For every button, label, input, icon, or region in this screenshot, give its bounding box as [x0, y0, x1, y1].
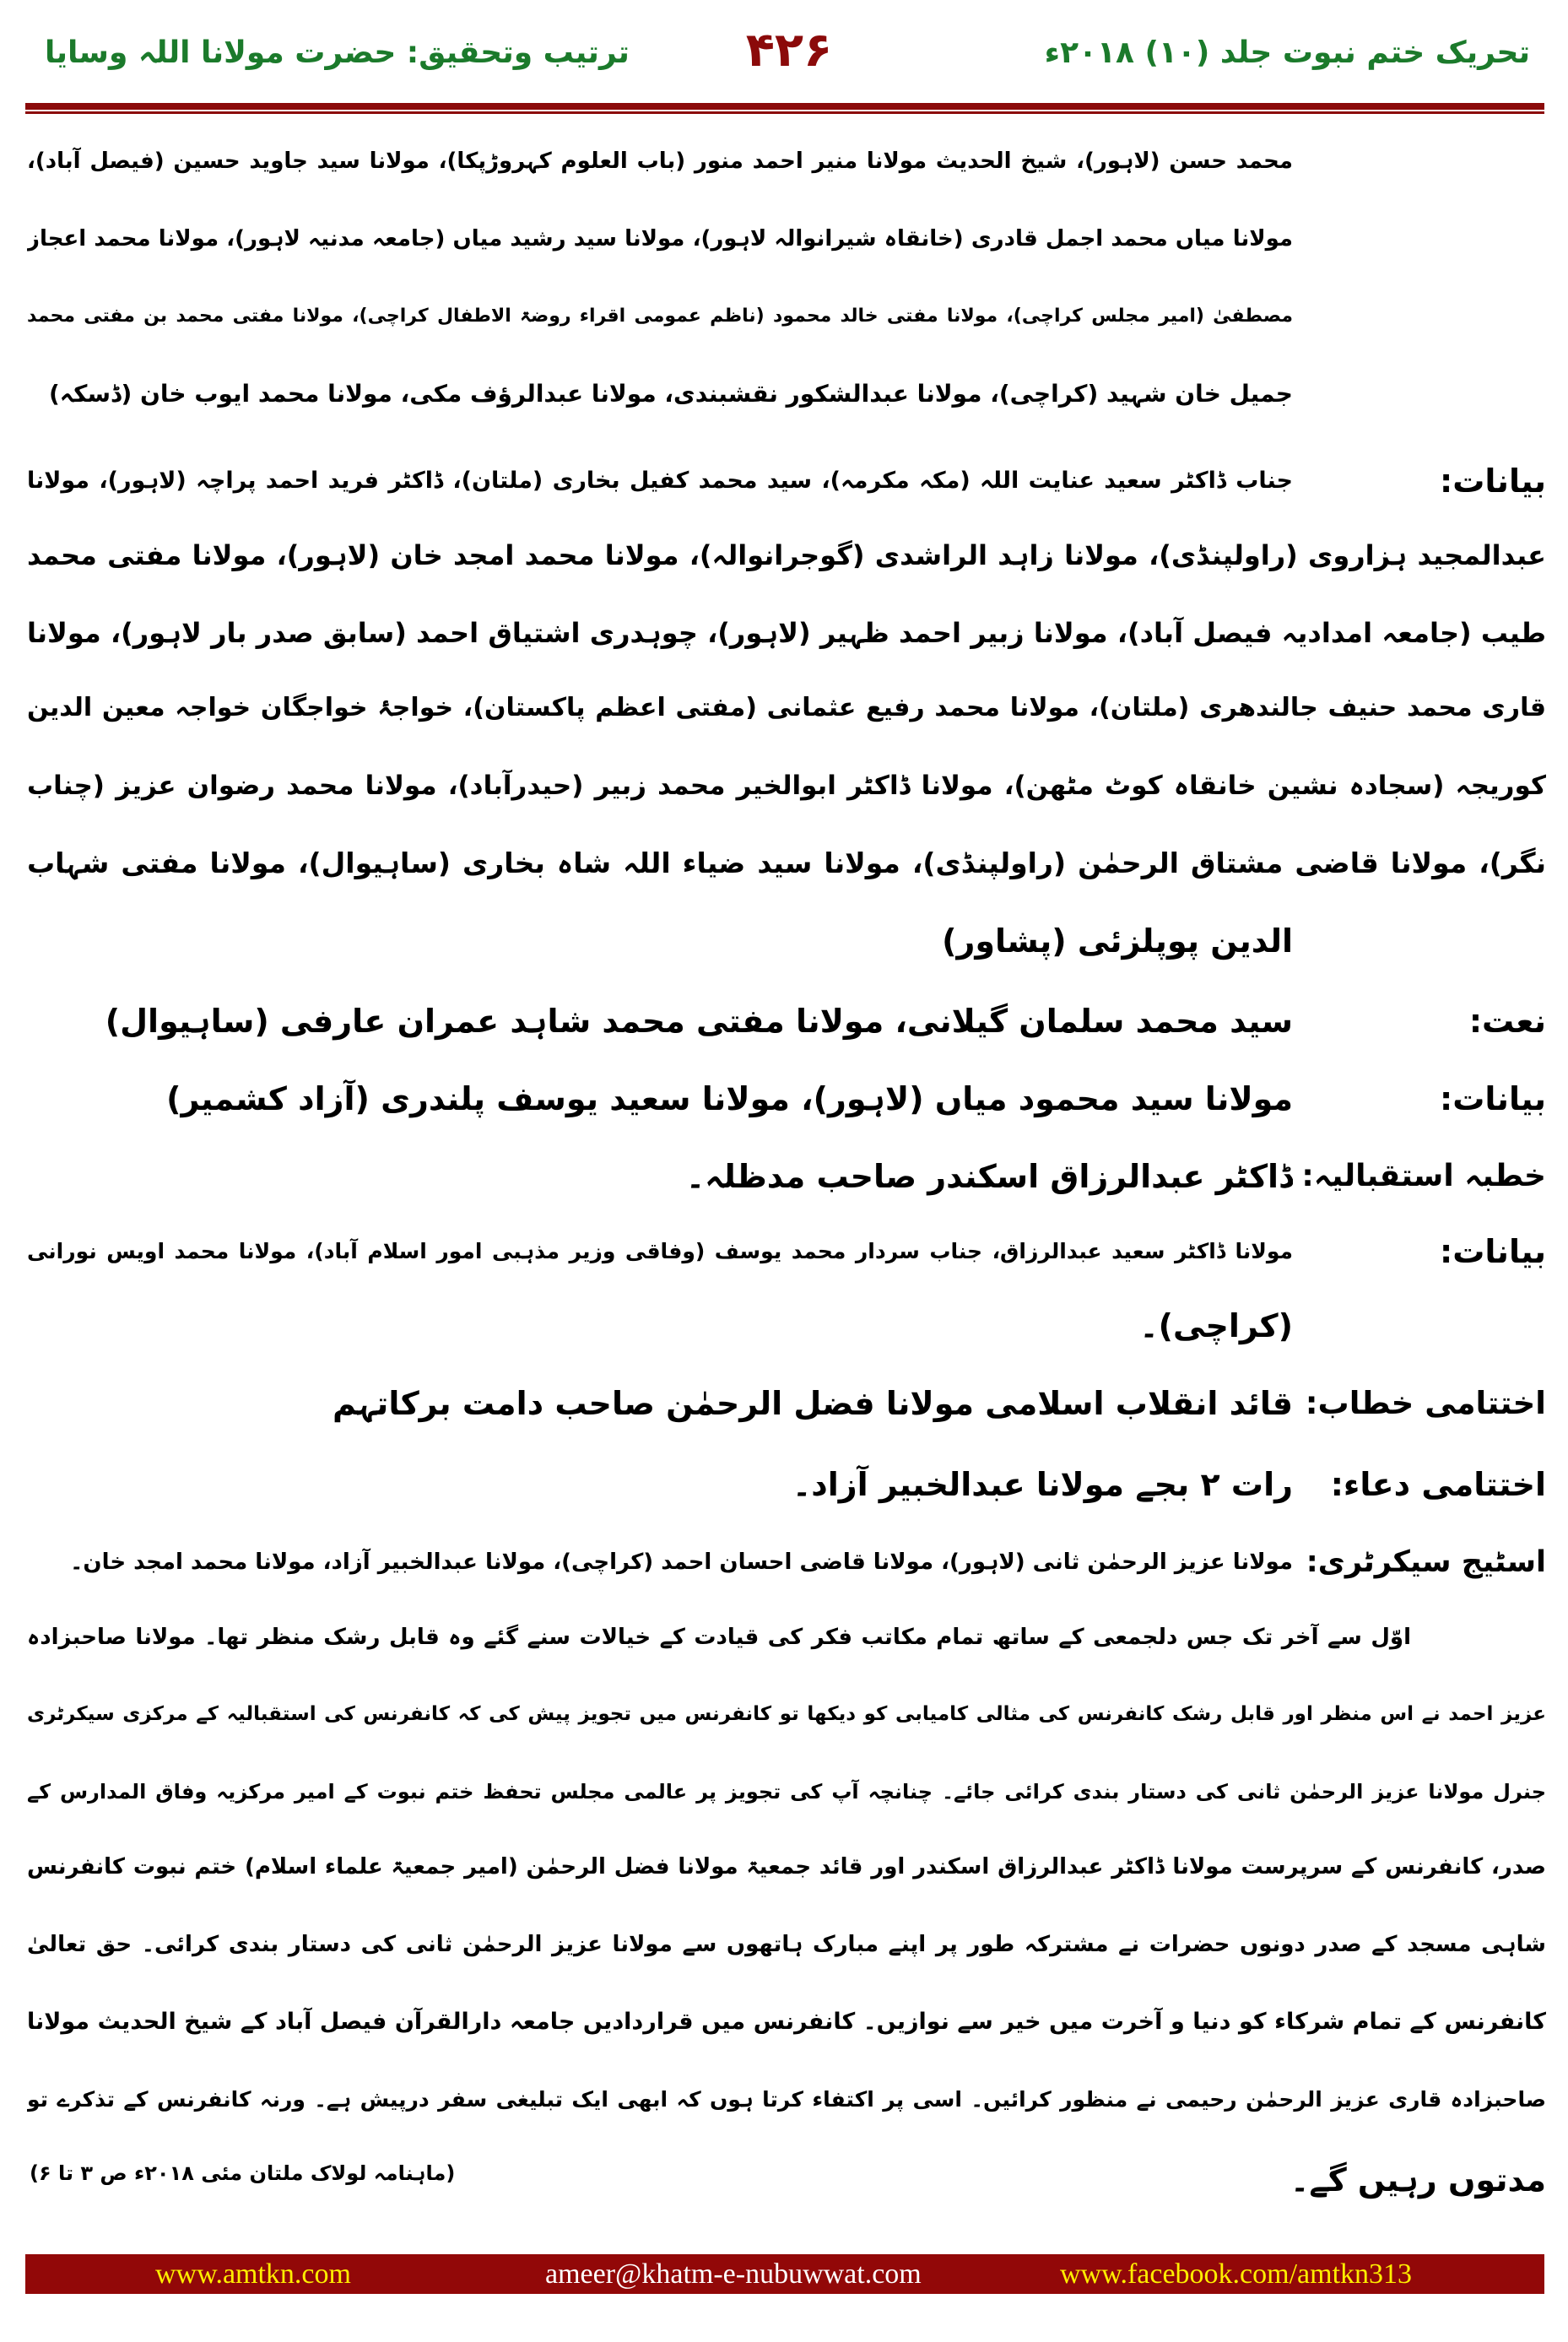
text-line: مصطفیٰ (امیر مجلس کراچی)، مولانا مفتی خالد محمود (ناظم عمومی اقراء روضۃ الاطفال کراچی)، مولانا مفتی محمد بن مفتی محمد: [27, 306, 1293, 327]
text-line: الدین پوپلزئی (پشاور): [942, 922, 1293, 960]
page-number: ۴۲۶: [745, 23, 833, 78]
text-line: قاری محمد حنیف جالندھری (ملتان)، مولانا محمد رفیع عثمانی (مفتی اعظم پاکستان)، خواجۂ خواجگان خواجہ معین الدین: [27, 693, 1546, 722]
text-line: کوریجہ (سجادہ نشین خانقاہ کوٹ مٹھن)، مولانا ڈاکٹر ابوالخیر محمد زبیر (حیدرآباد)، مولانا محمد رضوان عزیز (چناب: [27, 771, 1546, 801]
text-line: محمد حسن (لاہور)، شیخ الحدیث مولانا منیر احمد منور (باب العلوم کہروڑپکا)، مولانا سید جاوید حسین (فیصل آباد)،: [27, 149, 1293, 174]
label-statements: بیانات:: [1440, 1080, 1546, 1117]
text-line: جمیل خان شہید (کراچی)، مولانا عبدالشکور نقشبندی، مولانا عبدالرؤف مکی، مولانا محمد ایوب خان (ڈسکہ): [48, 380, 1293, 408]
paragraph-line: کانفرنس کے تمام شرکاء کو دنیا و آخرت میں خیر سے نوازیں۔ کانفرنس میں قراردادیں جامعہ دارالقرآن فیصل آباد کے شیخ الحدیث مولانا: [27, 2009, 1546, 2035]
text-line: ڈاکٹر عبدالرزاق اسکندر صاحب مدظلہ۔: [685, 1158, 1293, 1195]
label-closing-speech: اختتامی خطاب:: [1305, 1385, 1546, 1421]
email-link[interactable]: ameer@khatm-e-nubuwwat.com: [545, 2258, 922, 2290]
header-divider-thin: [25, 111, 1544, 114]
website-link[interactable]: www.amtkn.com: [155, 2258, 351, 2290]
text-line: مولانا سید محمود میاں (لاہور)، مولانا سعید یوسف پلندری (آزاد کشمیر): [166, 1080, 1293, 1117]
text-line: طیب (جامعہ امدادیہ فیصل آباد)، مولانا زبیر احمد ظہیر (لاہور)، چوہدری اشتیاق احمد (سابق صدر بار لاہور)، مولانا: [27, 617, 1546, 649]
paragraph-line: صاحبزادہ قاری عزیز الرحمٰن رحیمی نے منظور کرائیں۔ اسی پر اکتفاء کرتا ہوں کہ ابھی ایک تبلیغی سفر درپیش ہے۔ ورنہ کانفرنس کے تذکرے تو: [27, 2087, 1546, 2112]
text-line: عبدالمجید ہزاروی (راولپنڈی)، مولانا زاہد الراشدی (گوجرانوالہ)، مولانا محمد امجد خان (لاہور)، مولانا مفتی محمد: [27, 539, 1546, 571]
footer-bar: [25, 2254, 1544, 2294]
paragraph-line: مدتوں رہیں گے۔: [1290, 2161, 1546, 2199]
text-line: سید محمد سلمان گیلانی، مولانا مفتی محمد شاہد عمران عارفی (ساہیوال): [105, 1003, 1293, 1040]
text-line: قائد انقلاب اسلامی مولانا فضل الرحمٰن صاحب دامت برکاتہم: [332, 1385, 1293, 1422]
paragraph-line: جنرل مولانا عزیز الرحمٰن ثانی کی دستار بندی کرائی جائے۔ چنانچہ آپ کی تجویز پر عالمی مجلس تحفظ ختم نبوت کے امیر مرکزیہ وفاق المدارس کے: [27, 1780, 1546, 1804]
source-citation: (ماہنامہ لولاک ملتان مئی ۲۰۱۸ء ص ۳ تا ۶): [30, 2161, 456, 2185]
text-line: (کراچی)۔: [1139, 1307, 1293, 1344]
label-closing-prayer: اختتامی دعاء:: [1330, 1466, 1546, 1503]
label-stage-secretary: اسٹیج سیکرٹری:: [1306, 1545, 1546, 1579]
text-line: جناب ڈاکٹر سعید عنایت اللہ (مکہ مکرمہ)، سید محمد کفیل بخاری (ملتان)، ڈاکٹر فرید احمد پراچہ (لاہور)، مولانا: [27, 468, 1293, 494]
label-naat: نعت:: [1468, 1003, 1546, 1040]
text-line: نگر)، مولانا قاضی مشتاق الرحمٰن (راولپنڈی)، مولانا سید ضیاء اللہ شاہ بخاری (ساہیوال)، مولانا مفتی شہاب: [27, 846, 1546, 879]
label-statements: بیانات:: [1440, 462, 1546, 500]
text-line: مولانا ڈاکٹر سعید عبدالرزاق، جناب سردار محمد یوسف (وفاقی وزیر مذہبی امور اسلام آباد)، مولانا محمد اویس نورانی: [27, 1239, 1293, 1263]
compiler-credit: ترتیب وتحقیق: حضرت مولانا اللہ وسایا: [45, 35, 630, 70]
text-line: مولانا عزیز الرحمٰن ثانی (لاہور)، مولانا قاضی احسان احمد (کراچی)، مولانا عبدالخبیر آزاد، مولانا محمد امجد خان۔: [70, 1550, 1293, 1575]
header-divider: [25, 103, 1544, 110]
label-statements: بیانات:: [1440, 1233, 1546, 1270]
text-line: مولانا میاں محمد اجمل قادری (خانقاہ شیرانوالہ لاہور)، مولانا سید رشید میاں (جامعہ مدنیہ لاہور)، مولانا محمد اعجاز: [27, 226, 1293, 252]
text-line: رات ۲ بجے مولانا عبدالخبیر آزاد۔: [792, 1466, 1293, 1503]
paragraph-line: شاہی مسجد کے صدر دونوں حضرات نے مشترکہ طور پر اپنے مبارک ہاتھوں سے مولانا عزیز الرحمٰن ثانی کی دستار بندی کرائی۔ حق تعالیٰ: [27, 1932, 1546, 1957]
paragraph-line: اوّل سے آخر تک جس دلجمعی کے ساتھ تمام مکاتب فکر کی قیادت کے خیالات سنے گئے وہ قابل رشک منظر تھا۔ مولانا صاحبزادہ: [27, 1625, 1411, 1650]
paragraph-line: عزیز احمد نے اس منظر اور قابل رشک کانفرنس کی مثالی کامیابی کو دیکھا تو کانفرنس میں تجویز پیش کی کہ کانفرنس کی استقبالیہ کے مرکزی سیکرٹری: [27, 1703, 1546, 1725]
label-welcome-address: خطبہ استقبالیہ:: [1301, 1159, 1546, 1193]
paragraph-line: صدر، کانفرنس کے سرپرست مولانا ڈاکٹر عبدالرزاق اسکندر اور قائد جمعیۃ مولانا فضل الرحمٰن (امیر جمعیۃ علماء اسلام) ختم نبوت کانفرنس: [27, 1854, 1546, 1880]
book-title: تحریک ختم نبوت جلد (۱۰) ۲۰۱۸ء: [1044, 35, 1530, 70]
facebook-link[interactable]: www.facebook.com/amtkn313: [1060, 2258, 1413, 2290]
